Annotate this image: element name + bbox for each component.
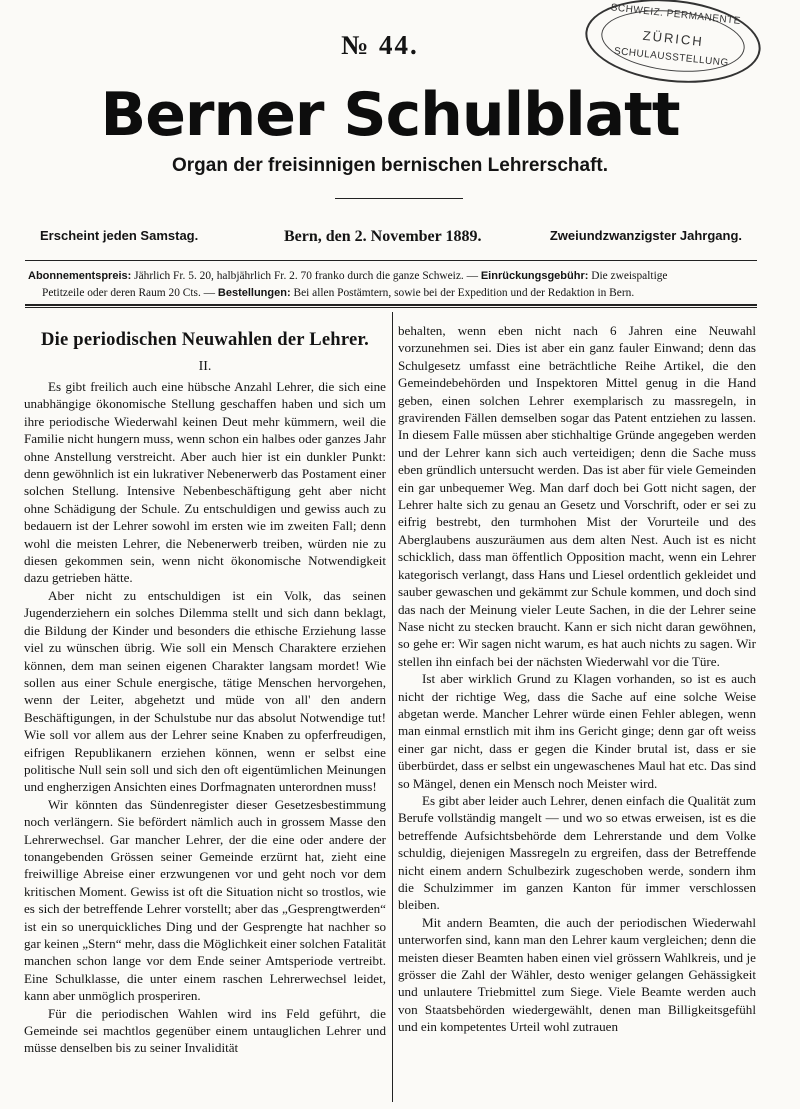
paragraph: Mit andern Beamten, die auch der periodischen Wiederwahl unterworfen sind, kann man den Lehrer kaum vergleichen; denn die meisten dieser Beamten haben einen viel grössern Wahlkreis, und je grösser die Zahl der Wähler, desto weniger gelangen Gehässigkeit und unlautere Triebmittel zum Siege. Viele Beamte werden auch von Staatsbehörden wiedergewählt, denen man Billigkeitsgefühl und ein kompetentes Urteil wohl zutrauen bbox=[398, 914, 756, 1035]
notice-best-text: Bei allen Postämtern, sowie bei der Expedition und der Redaktion in Bern. bbox=[290, 287, 635, 299]
masthead-title: Berner Schulblatt bbox=[100, 80, 680, 150]
notice-line-2 bbox=[28, 285, 756, 302]
stamp-line-3: SCHULAUSSTELLUNG bbox=[613, 45, 730, 69]
notice-abo-label: Abonnementspreis: bbox=[28, 270, 132, 282]
rule-above-notice bbox=[25, 260, 757, 261]
masthead-short-rule bbox=[335, 198, 463, 199]
dateline-date: Bern, den 2. November 1889. bbox=[284, 228, 482, 245]
rule-below-notice-thin bbox=[25, 307, 757, 308]
stamp-line-1: SCHWEIZ. PERMANENTE bbox=[610, 2, 742, 27]
paragraph: Es gibt aber leider auch Lehrer, denen einfach die Qualität zum Berufe vollständig mangelt — und wo so etwas erweisen, ist es die betreffende Aufsichtsbehörde dem Lehrerstande und dem Volke schuldig, diejenigen Massregeln zu ergreifen, dass der Betreffende nicht einem andern Schulbezirk zugeschoben werde, sondern ihm die Schulzimmer im ganzen Kanton für immer verschlossen bleiben. bbox=[398, 792, 756, 913]
notice-line-1 bbox=[28, 268, 756, 285]
paragraph: behalten, wenn eben nicht nach 6 Jahren eine Neuwahl vorzunehmen sei. Dies ist aber ein ganz fauler Einwand; denn das Schulgesetz umfasst eine beträchtliche Reihe Artikel, die den Gemeindebehörden und Inspektoren Mittel genug in die Hand geben, einen solchen Lehrer exemplarisch zu massregeln, in gravirenden Fällen demselben sogar das Patent entziehen zu lassen. In diesem Falle müssen aber stichhaltige Gründe angegeben werden und der Lehrer kann sich auch verteidigen; denn die Sache muss eben gründlich untersucht werden. Das ist aber für viele Gemeinden ein gar unbequemer Weg. Man darf doch bei Gott nicht sagen, der Lehrer halte sich zu genau an Gesetz und Vorschrift, oder er sei zu eifrig bestrebt, den turmhohen Mist der Vorurteile und des Aberglaubens auszuräumen aus dem alten Nest. Auch ist es nicht schicklich, dass man öffentlich Opposition macht, wenn ein Lehrer kategorisch verlangt, dass Hans und Liesel ordentlich gekleidet und sauber gewaschen und gekämmt zur Schule kommen, und doch sind das nach der Meinung vieler Leute Sachen, in die der Lehrer seine Nase nicht zu stecken braucht. Kann er sich nicht daran gewöhnen, so gehe er: Wir sagen nicht warum, es hat auch nichts zu sagen. Wir stellen ihn einfach bei der nächsten Wiederwahl vor die Türe. bbox=[398, 323, 756, 669]
dateline-frequency: Erscheint jeden Samstag. bbox=[40, 228, 199, 243]
paragraph: Ist aber wirklich Grund zu Klagen vorhanden, so ist es auch nicht der richtige Weg, dass die Sache auf eine solche Weise abgetan werde. Mancher Lehrer würde einen Fehler ablegen, wenn man einmal ernstlich mit ihm ins Gericht ginge; denn gar oft weiss einer gar nicht, dass er gegen die Kinder brutal ist, dass er sie überbürdet, dass er selbst ein ungewaschenes Maul hat etc. Das sind so Mängel, denen ein Mensch noch Meister wird. bbox=[398, 671, 756, 791]
paragraph: Aber nicht zu entschuldigen ist ein Volk, das seinen Jugenderziehern ein solches Dilemma stellt und sich dann beklagt, die Bildung der Kinder und besonders die ethische Erziehung lasse viel zu wünschen übrig. Wie soll ein Mensch Charaktere erziehen können, dem man seinen eigenen Charakter langsam mordet! Wie sollen aus einer Schule energische, tätige Menschen hervorgehen, wenn der Leiter, abgehetzt und müde von all' den andern Beschäftigungen, in der Schulstube nur das absolut Notwendige tut! Wie soll vor allem aus der Lehrer seine Knaben zu opferfreudigen, eifrigen Republikanern erziehen können, wenn er selbst eine politische Null sein soll und sich den oft eigentümlichen Meinungen und engherzigen Ansichten eines Dorfmagnaten unterordnen muss! bbox=[24, 587, 386, 795]
paragraph: Es gibt freilich auch eine hübsche Anzahl Lehrer, die sich eine unabhängige ökonomische Stellung geschaffen haben und sich um ihre periodische Wiederwahl keinen Deut mehr kümmern, weil die Familie nicht hungern muss, wenn schon ein halbes oder ganzes Jahr ohne Anstellung verstreicht. Aber auch hier ist ein dunkler Punkt: denn gewöhnlich ist ein lukrativer Nebenerwerb das Postament einer solchen Stellung. Intensive Nebenbeschäftigung geht aber nicht ohne Schädigung der Schule. Zu entschuldigen und gewiss auch zu bedauern ist der Lehrer sowohl im ersten wie im zweiten Fall; denn wohl die meisten Lehrer, die Nebenerwerb treiben, würden nie zu diesen gekommen sein, wenn nicht ökonomische Notwendigkeit dazu getrieben hätte. bbox=[24, 379, 386, 586]
rule-below-notice-thick bbox=[25, 304, 757, 306]
dateline-volume: Zweiundzwanzigster Jahrgang. bbox=[549, 228, 742, 243]
article-left-column bbox=[24, 322, 386, 1057]
stamp-line-2: ZÜRICH bbox=[642, 27, 705, 50]
article-part-number: II. bbox=[198, 359, 212, 374]
notice-einr-label: Einrückungsgebühr: bbox=[480, 270, 589, 282]
subscription-notice bbox=[28, 268, 756, 302]
masthead-subtitle: Organ der freisinnigen bernischen Lehrerschaft. bbox=[171, 155, 609, 176]
paragraph: Wir könnten das Sündenregister dieser Gesetzesbestimmung noch verlängern. Sie befördert nämlich auch in grossem Masse den Lehrerwechsel. Gar mancher Lehrer, der die eine oder andere der tonangebenden Grössen seiner Gemeinde erzürnt hat, zieht eine freiwillige Abreise einer erzwungenen vor und geht noch vor dem kritischen Moment. Gewiss ist oft die Situation nicht so trostlos, wie es sich der betreffende Lehrer vorstellt; aber das „Gesprengtwerden“ ist ein so unerquickliches Ding und der Gesprengte hat nachher so gar keinen „Stern“ mehr, dass die Möglichkeit einer solchen Fatalität manchen schon lange vor dem Ende seiner Amtsperiode vertreibt. Eine Schulklasse, die unter einem raschen Lehrerwechsel leidet, kann aber unmöglich prosperiren. bbox=[24, 796, 386, 1004]
notice-abo-text: Jährlich Fr. 5. 20, halbjährlich Fr. 2. 70 franko durch die ganze Schweiz. — bbox=[131, 270, 481, 282]
paragraph: Für die periodischen Wahlen wird ins Feld geführt, die Gemeinde sei machtlos gegenüber einem untauglichen Lehrer und müsse denselben bis zu seiner Invalidität bbox=[24, 1005, 386, 1056]
article-title: Die periodischen Neuwahlen der Lehrer. bbox=[41, 329, 369, 350]
notice-line2-text: Petitzeile oder deren Raum 20 Cts. — bbox=[42, 287, 218, 299]
notice-best-label: Bestellungen: bbox=[217, 287, 291, 299]
issue-number: № 44. bbox=[341, 30, 419, 60]
column-divider bbox=[392, 312, 393, 1102]
article-right-column bbox=[398, 322, 756, 1036]
notice-einr-text: Die zweispaltige bbox=[588, 270, 668, 282]
